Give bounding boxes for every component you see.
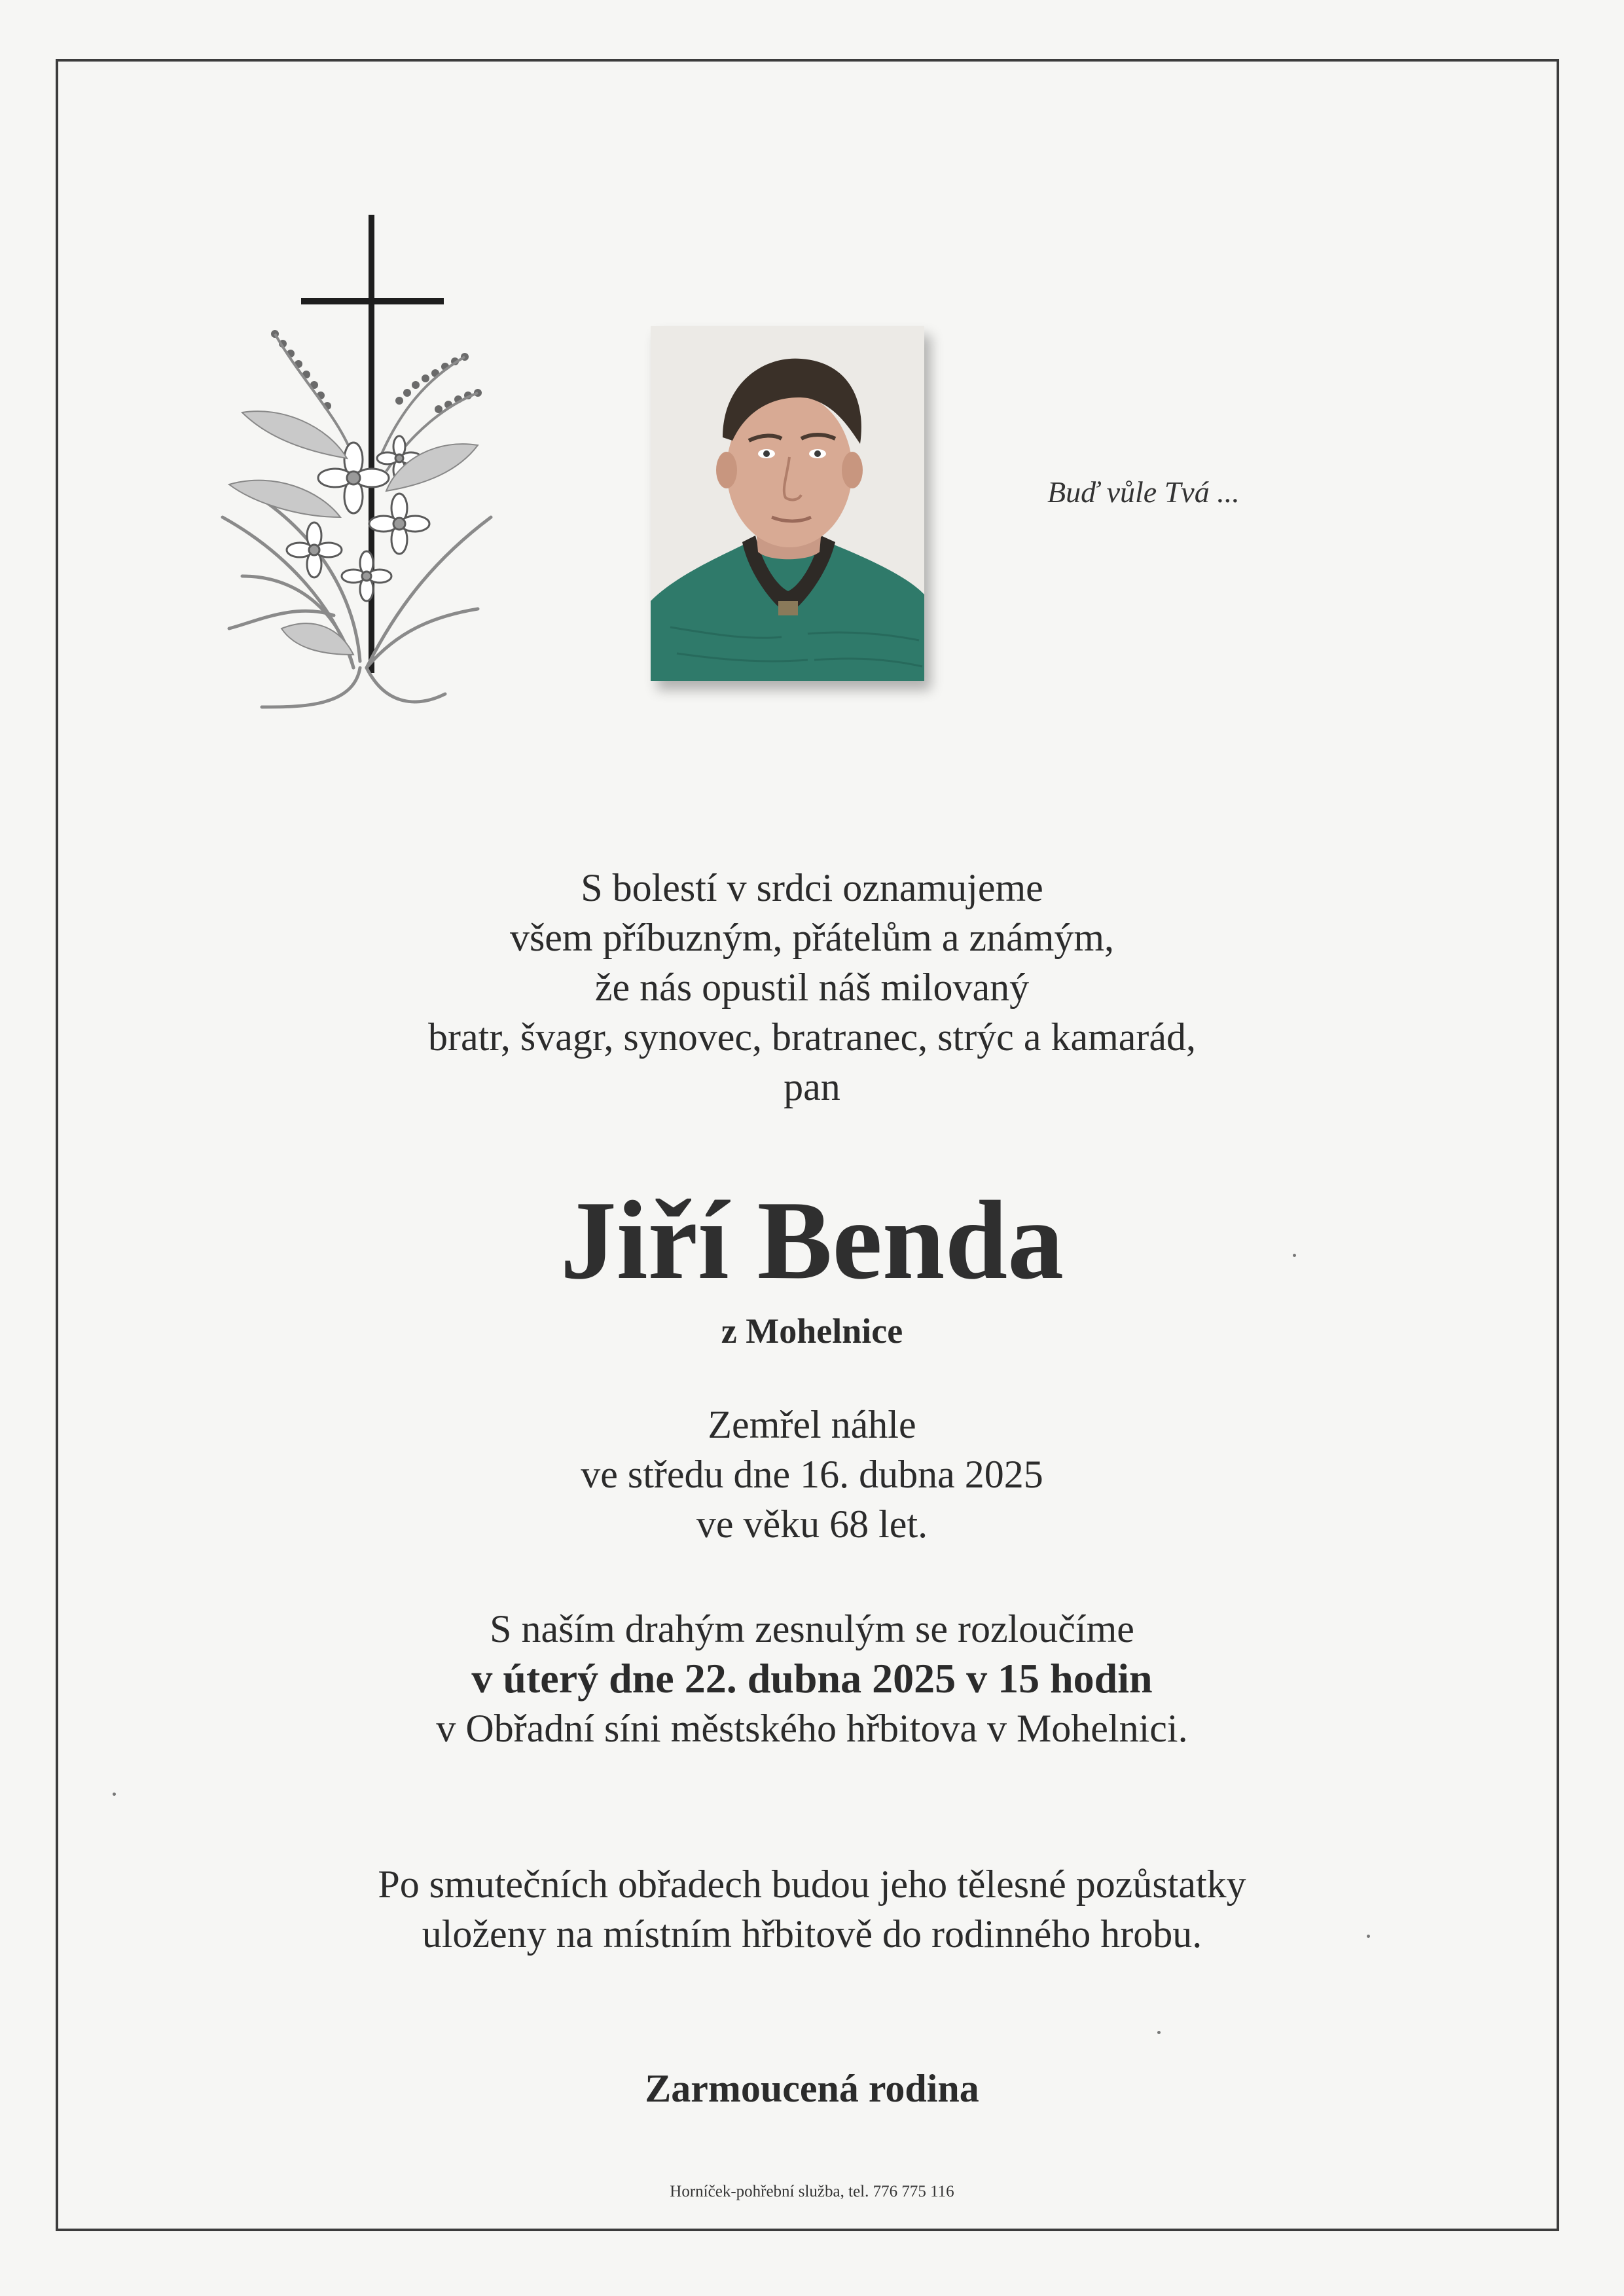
deceased-origin: z Mohelnice xyxy=(721,1311,903,1351)
intro-line: že nás opustil náš milovaný xyxy=(594,966,1030,1009)
burial-info xyxy=(131,1859,1493,1959)
cross-with-flowers-icon xyxy=(203,210,504,720)
signature: Zarmoucená rodina xyxy=(645,2067,979,2110)
deceased-name: Jiří Benda xyxy=(560,1178,1064,1303)
scan-speck xyxy=(1157,2031,1161,2034)
farewell-line: S naším drahým zesnulým se rozloučíme xyxy=(490,1607,1134,1650)
farewell-place: v Obřadní síni městského hřbitova v Mohelnici. xyxy=(436,1707,1188,1750)
intro-line: bratr, švagr, synovec, bratranec, strýc a kamarád, xyxy=(428,1015,1196,1059)
portrait-photo xyxy=(651,326,924,681)
burial-line: uloženy na místním hřbitově do rodinného hrobu. xyxy=(422,1912,1202,1956)
scan-speck xyxy=(113,1793,116,1796)
scan-speck xyxy=(1367,1935,1370,1938)
death-line: Zemřel náhle xyxy=(708,1403,916,1446)
death-line: ve středu dne 16. dubna 2025 xyxy=(581,1453,1043,1496)
farewell-info xyxy=(131,1604,1493,1753)
motto-text: Buď vůle Tvá ... xyxy=(1047,475,1240,509)
scan-speck xyxy=(1293,1254,1296,1257)
intro-line: pan xyxy=(784,1065,840,1108)
death-line: ve věku 68 let. xyxy=(696,1503,928,1546)
death-info xyxy=(131,1400,1493,1549)
intro-line: S bolestí v srdci oznamujeme xyxy=(581,866,1043,909)
farewell-date: v úterý dne 22. dubna 2025 v 15 hodin xyxy=(471,1655,1153,1702)
funeral-service-footer: Horníček-pohřební služba, tel. 776 775 116 xyxy=(670,2183,954,2200)
intro-line: všem příbuzným, přátelům a známým, xyxy=(509,916,1115,959)
burial-line: Po smutečních obřadech budou jeho tělesné pozůstatky xyxy=(378,1863,1246,1906)
intro-paragraph xyxy=(131,863,1493,1112)
